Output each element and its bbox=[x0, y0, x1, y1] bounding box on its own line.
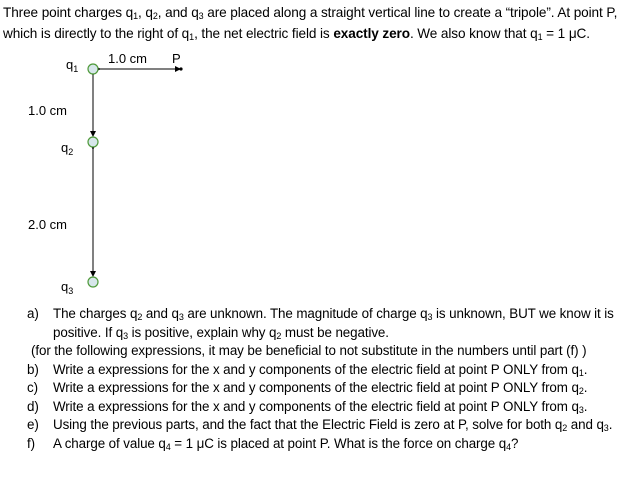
charge-q3 bbox=[88, 277, 98, 287]
question-f-label: f) bbox=[27, 435, 35, 451]
intro-text-2: , q bbox=[138, 5, 153, 20]
label-q2: $q_2$ bbox=[61, 140, 74, 157]
question-d-label: d) bbox=[27, 398, 39, 414]
intro-bold-exactly-zero: exactly zero bbox=[333, 26, 410, 41]
question-c-label: c) bbox=[27, 380, 38, 395]
intro-sub-2: 2 bbox=[152, 11, 158, 21]
question-e-label: e) bbox=[27, 417, 39, 432]
question-f: f) A charge of value $q_4 = 1$ μC is placed at point P. What is the force on charge $q_4$? bbox=[27, 435, 519, 452]
intro-text-4: are placed along a straight vertical line to create a “tripole”. At point P, which is directly to the right of q bbox=[3, 5, 618, 41]
question-c: c) Write a expressions for the x and y components of the electric field at point P ONLY from $q_2$. bbox=[27, 380, 588, 396]
label-q2-sub: 2 bbox=[68, 147, 74, 157]
label-horizontal-distance: 1.0 cm bbox=[108, 51, 148, 66]
question-a-line-1: The charges $q_2$ and $q_3$ are unknown. The magnitude of charge $q_3$ is unknown, BUT we know it is bbox=[53, 306, 614, 322]
question-b: b) Write a expressions for the x and y components of the electric field at point P ONLY from $q_1$. bbox=[27, 361, 588, 378]
label-q3-sub: 3 bbox=[68, 286, 74, 296]
intro-text-7: = 1 μC. bbox=[542, 26, 590, 41]
charge-q1 bbox=[88, 64, 98, 74]
intro-sub-5: 1 bbox=[537, 32, 543, 42]
label-q1-sub: 1 bbox=[73, 64, 79, 74]
label-q1: $q_1$ bbox=[66, 57, 79, 74]
question-note: (for the following expressions, it may be beneficial to not substitute in the numbers until part (f) ) bbox=[31, 343, 587, 358]
intro-text-5: , the net electric field is bbox=[194, 26, 334, 41]
point-p-dot bbox=[179, 67, 182, 70]
intro-text-6: . We also know that q bbox=[409, 26, 538, 41]
question-a bbox=[0, 305, 635, 342]
intro-text-3: , and q bbox=[157, 5, 199, 20]
intro-sub-3: 3 bbox=[198, 11, 204, 21]
label-distance-q2-q3: 2.0 cm bbox=[28, 217, 68, 232]
question-e: e) Using the previous parts, and the fact that the Electric Field is zero at P, solve for both $q_2$ and $q_3$. bbox=[27, 417, 613, 433]
label-distance-q1-q2: 1.0 cm bbox=[28, 103, 68, 118]
question-a-label: a) bbox=[27, 306, 39, 321]
label-q3: $q_3$ bbox=[61, 279, 74, 296]
question-a-line-2: positive. If $q_3$ is positive, explain why $q_2$ must be negative. bbox=[53, 324, 389, 341]
intro-text-1: Three point charges q bbox=[3, 5, 134, 20]
intro-sub-1: 1 bbox=[133, 11, 139, 21]
intro-sub-4: 1 bbox=[189, 32, 195, 42]
charge-q2 bbox=[88, 137, 98, 147]
question-d: d) Write a expressions for the x and y components of the electric field at point P ONLY from $q_3$. bbox=[27, 398, 588, 415]
label-point-p: P bbox=[172, 51, 181, 66]
question-list bbox=[0, 305, 635, 453]
question-b-label: b) bbox=[27, 361, 39, 377]
